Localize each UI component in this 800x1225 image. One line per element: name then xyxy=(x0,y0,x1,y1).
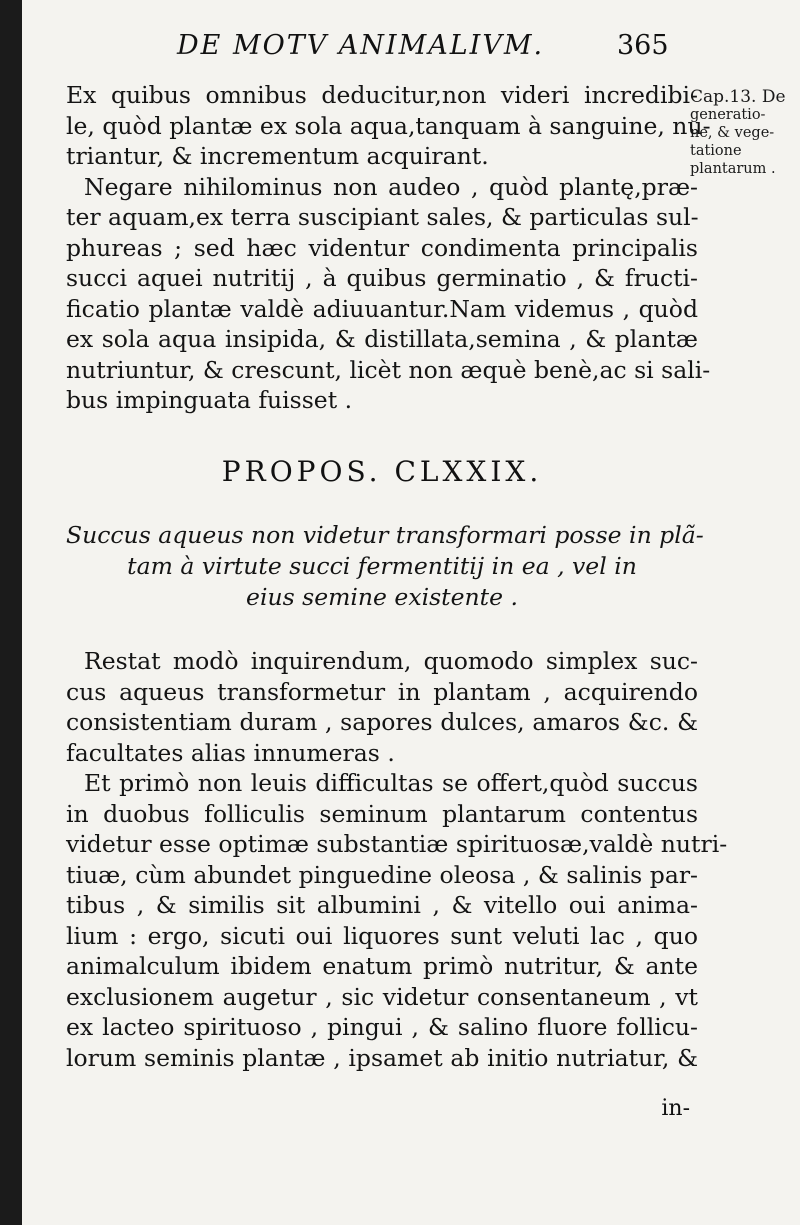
text-line: eius semine existente . xyxy=(246,583,518,611)
text-line: ficatio plantæ valdè adiuuantur.Nam videmus , quòd xyxy=(66,294,698,323)
text-line: cus aqueus transformetur in plantam , acquirendo xyxy=(66,677,698,706)
text-line: Succus aqueus non videtur transformari posse in plã- xyxy=(66,521,704,549)
margin-note-line: ne, & vege- xyxy=(690,125,775,141)
margin-note-line: generatio- xyxy=(690,107,766,123)
text-line: phureas ; sed hæc videntur condimenta principalis xyxy=(66,233,698,262)
text-line: exclusionem augetur , sic videtur consentaneum , vt xyxy=(66,982,698,1011)
text-line: in duobus folliculis seminum plantarum contentus xyxy=(66,799,698,828)
body-text-top xyxy=(66,80,711,416)
text-line: le, quòd plantæ ex sola aqua,tanquam à sanguine, nu- xyxy=(66,111,711,140)
margin-note-line: Cap.13. De xyxy=(690,87,786,107)
text-line: tam à virtute succi fermentitij in ea , vel in xyxy=(127,552,637,580)
proposition-statement xyxy=(66,520,704,613)
body-text-bottom xyxy=(66,646,728,1073)
text-line: tibus , & similis sit albumini , & vitello oui anima- xyxy=(66,891,698,919)
text-line: Negare nihilominus non audeo , quòd plantę,præ- xyxy=(84,172,698,201)
text-line: bus impinguata fuisset . xyxy=(66,386,353,414)
text-line: nutriuntur, & crescunt, licèt non æquè benè,ac si sali- xyxy=(66,355,711,384)
text-line: lorum seminis plantæ , ipsamet ab initio nutriatur, & xyxy=(66,1043,698,1072)
proposition-heading: PROPOS. CLXXIX. xyxy=(221,455,543,488)
text-line: consistentiam duram , sapores dulces, amaros &c. & xyxy=(66,708,698,736)
text-line: ex lacteo spirituoso , pingui , & salino fluore follicu- xyxy=(66,1013,698,1041)
text-line: animalculum ibidem enatum primò nutritur, & ante xyxy=(66,952,698,980)
text-line: ex sola aqua insipida, & distillata,semina , & plantæ xyxy=(66,325,698,353)
running-title: DE MOTV ANIMALIVM. xyxy=(177,30,545,61)
text-line: Et primò non leuis difficultas se offert,quòd succus xyxy=(84,769,698,797)
book-page xyxy=(22,0,800,1225)
running-header xyxy=(177,30,669,66)
margin-note-line: tatione xyxy=(690,143,742,159)
catchword: in- xyxy=(661,1096,690,1121)
text-line: ter aquam,ex terra suscipiant sales, & particulas sul- xyxy=(66,203,699,231)
text-line: Ex quibus omnibus deducitur,non videri incredibi- xyxy=(66,81,698,109)
text-line: facultates alias innumeras . xyxy=(66,738,395,767)
text-line: videtur esse optimæ substantiæ spirituosæ,valdè nutri- xyxy=(66,830,728,858)
page-number: 365 xyxy=(617,30,669,61)
text-line: succi aquei nutritij , à quibus germinatio , & fructi- xyxy=(66,264,698,292)
margin-note-line: plantarum . xyxy=(690,161,776,177)
text-line: tiuæ, cùm abundet pinguedine oleosa , & salinis par- xyxy=(66,860,698,889)
text-line: lium : ergo, sicuti oui liquores sunt veluti lac , quo xyxy=(66,921,698,950)
text-line: triantur, & incrementum acquirant. xyxy=(66,142,489,170)
text-line: Restat modò inquirendum, quomodo simplex suc- xyxy=(84,647,698,675)
